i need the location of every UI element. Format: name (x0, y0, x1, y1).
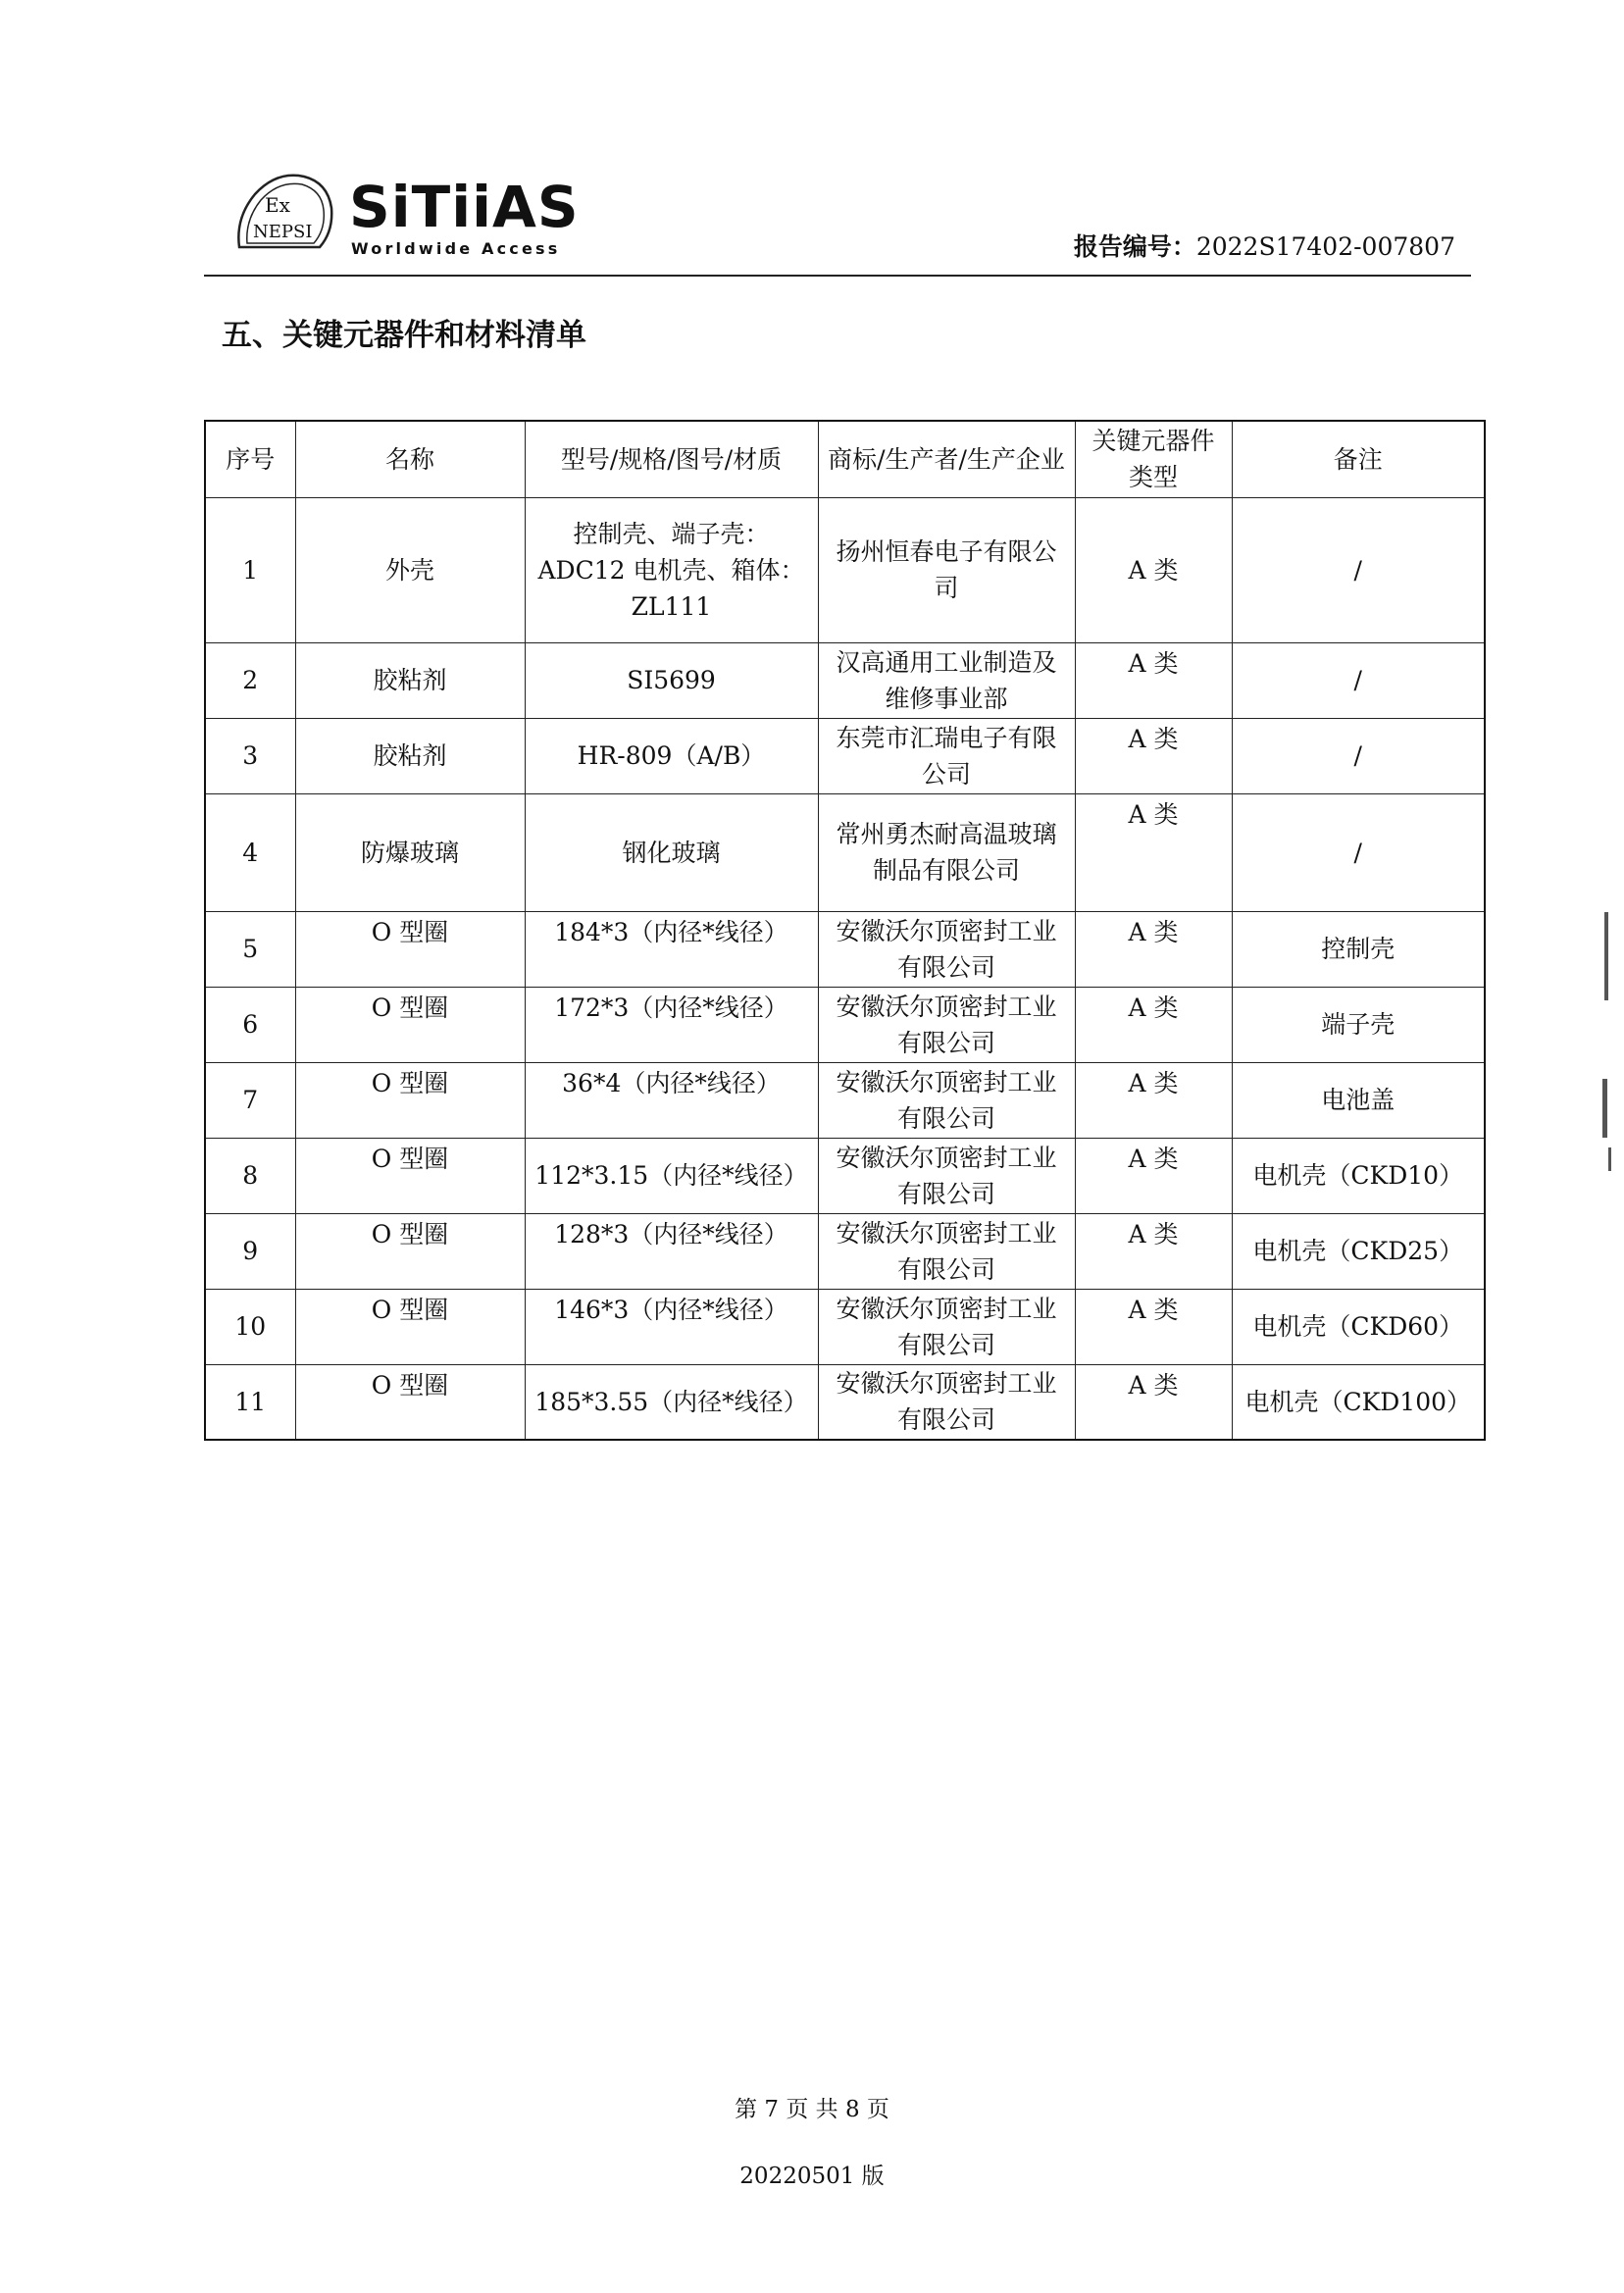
cell-spec: 128*3（内径*线径） (525, 1213, 818, 1289)
table-row (205, 1289, 1485, 1364)
cell-spec: 钢化玻璃 (525, 793, 818, 911)
cell-no: 6 (205, 987, 295, 1062)
cell-remark: / (1232, 793, 1485, 911)
cell-type: A 类 (1075, 987, 1232, 1062)
cell-spec: 172*3（内径*线径） (525, 987, 818, 1062)
cell-name: O 型圈 (295, 911, 525, 987)
cell-maker: 安徽沃尔顶密封工业有限公司 (818, 1138, 1075, 1213)
cell-type: A 类 (1075, 1213, 1232, 1289)
cell-type: A 类 (1075, 793, 1232, 911)
report-number-value: 2022S17402-007807 (1195, 232, 1455, 261)
cell-spec: 185*3.55（内径*线径） (525, 1364, 818, 1440)
cell-no: 10 (205, 1289, 295, 1364)
table-row (205, 1138, 1485, 1213)
cell-type: A 类 (1075, 718, 1232, 793)
cell-maker: 扬州恒春电子有限公司 (818, 497, 1075, 642)
cell-remark: 控制壳 (1232, 911, 1485, 987)
cell-type: A 类 (1075, 1289, 1232, 1364)
cell-maker: 安徽沃尔顶密封工业有限公司 (818, 911, 1075, 987)
page-number: 第 7 页 共 8 页 (735, 2097, 889, 2122)
cell-no: 3 (205, 718, 295, 793)
report-number-label: 报告编号： (1073, 232, 1196, 261)
cell-remark: 端子壳 (1232, 987, 1485, 1062)
cell-maker: 安徽沃尔顶密封工业有限公司 (818, 1213, 1075, 1289)
column-header: 商标/生产者/生产企业 (818, 421, 1075, 497)
cell-maker: 常州勇杰耐高温玻璃制品有限公司 (818, 793, 1075, 911)
cell-maker: 汉高通用工业制造及维修事业部 (818, 642, 1075, 718)
cell-name: O 型圈 (295, 987, 525, 1062)
cell-maker: 安徽沃尔顶密封工业有限公司 (818, 1289, 1075, 1364)
cell-maker: 安徽沃尔顶密封工业有限公司 (818, 1062, 1075, 1138)
cell-no: 5 (205, 911, 295, 987)
cell-spec: HR-809（A/B） (525, 718, 818, 793)
column-header: 备注 (1232, 421, 1485, 497)
table-row (205, 1213, 1485, 1289)
cell-maker: 东莞市汇瑞电子有限公司 (818, 718, 1075, 793)
cell-name: O 型圈 (295, 1364, 525, 1440)
cell-maker: 安徽沃尔顶密封工业有限公司 (818, 1364, 1075, 1440)
scan-artifact (1602, 1079, 1607, 1138)
table-row (205, 911, 1485, 987)
header-divider (204, 275, 1471, 277)
table-row (205, 793, 1485, 911)
cell-name: O 型圈 (295, 1062, 525, 1138)
logo-badge-bottom-text: NEPSI (253, 222, 313, 242)
column-header: 序号 (205, 421, 295, 497)
cell-no: 4 (205, 793, 295, 911)
column-header: 名称 (295, 421, 525, 497)
cell-spec: 112*3.15（内径*线径） (525, 1138, 818, 1213)
cell-type: A 类 (1075, 1364, 1232, 1440)
table-row (205, 718, 1485, 793)
column-header: 型号/规格/图号/材质 (525, 421, 818, 497)
company-logo (226, 169, 598, 257)
table-row (205, 987, 1485, 1062)
cell-no: 1 (205, 497, 295, 642)
table-row (205, 497, 1485, 642)
cell-no: 11 (205, 1364, 295, 1440)
cell-remark: 电机壳（CKD10） (1232, 1138, 1485, 1213)
cell-remark: / (1232, 718, 1485, 793)
cell-type: A 类 (1075, 642, 1232, 718)
logo-badge-top-text: Ex (265, 193, 290, 217)
version-label: 20220501 版 (739, 2164, 885, 2189)
cell-remark: 电机壳（CKD60） (1232, 1289, 1485, 1364)
table-header-row (205, 421, 1485, 497)
table-row (205, 642, 1485, 718)
cell-spec: 控制壳、端子壳：ADC12 电机壳、箱体：ZL111 (525, 497, 818, 642)
cell-no: 7 (205, 1062, 295, 1138)
table-row (205, 1062, 1485, 1138)
cell-name: 胶粘剂 (295, 718, 525, 793)
cell-name: 外壳 (295, 497, 525, 642)
cell-name: O 型圈 (295, 1289, 525, 1364)
cell-no: 2 (205, 642, 295, 718)
cell-no: 9 (205, 1213, 295, 1289)
section-title: 五、关键元器件和材料清单 (222, 318, 586, 353)
cell-remark: 电机壳（CKD25） (1232, 1213, 1485, 1289)
cell-remark: 电机壳（CKD100） (1232, 1364, 1485, 1440)
cell-type: A 类 (1075, 497, 1232, 642)
cell-no: 8 (205, 1138, 295, 1213)
logo-wordmark: SiTiiAS (349, 174, 580, 240)
cell-remark: / (1232, 642, 1485, 718)
cell-type: A 类 (1075, 1062, 1232, 1138)
cell-name: O 型圈 (295, 1213, 525, 1289)
cell-name: 防爆玻璃 (295, 793, 525, 911)
nepsi-badge-icon (226, 169, 339, 255)
cell-name: 胶粘剂 (295, 642, 525, 718)
cell-remark: / (1232, 497, 1485, 642)
logo-tagline: Worldwide Access (351, 239, 561, 258)
report-number (1074, 228, 1455, 263)
cell-spec: 184*3（内径*线径） (525, 911, 818, 987)
cell-spec: 36*4（内径*线径） (525, 1062, 818, 1138)
column-header: 关键元器件类型 (1075, 421, 1232, 497)
cell-maker: 安徽沃尔顶密封工业有限公司 (818, 987, 1075, 1062)
cell-name: O 型圈 (295, 1138, 525, 1213)
scan-artifact (1608, 1147, 1611, 1171)
cell-type: A 类 (1075, 911, 1232, 987)
cell-spec: SI5699 (525, 642, 818, 718)
key-components-table (204, 420, 1486, 1441)
cell-type: A 类 (1075, 1138, 1232, 1213)
scan-artifact (1604, 912, 1608, 1000)
cell-remark: 电池盖 (1232, 1062, 1485, 1138)
cell-spec: 146*3（内径*线径） (525, 1289, 818, 1364)
table-row (205, 1364, 1485, 1440)
